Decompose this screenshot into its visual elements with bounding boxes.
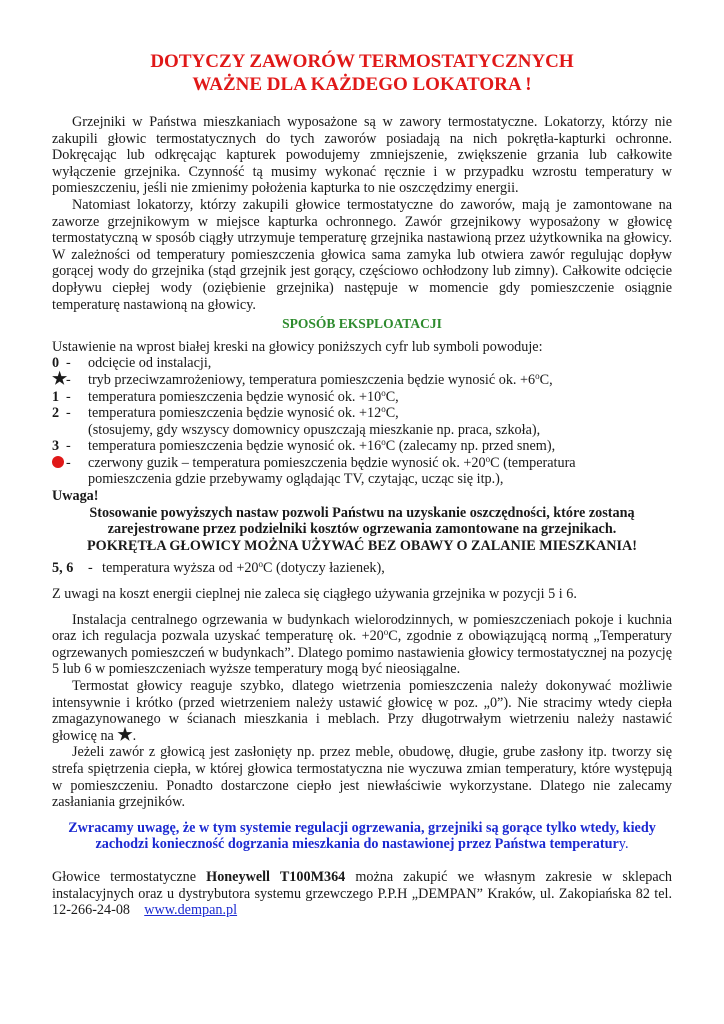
section-heading-usage: SPOSÓB EKSPLOATACJI <box>282 316 442 332</box>
document <box>52 50 672 919</box>
setting-dash: - <box>66 405 71 422</box>
setting-2-note: (stosujemy, gdy wszyscy domownicy opuszczają mieszkanie np. praca, szkoła), <box>88 421 541 438</box>
setting-row-1 <box>52 389 672 406</box>
star-icon: ★ <box>117 724 133 744</box>
setting-text: tryb przeciwzamrożeniowy, temperatura pomieszczenia będzie wynosić ok. $+6^oC$, <box>88 370 553 388</box>
setting-dash: - <box>66 355 71 372</box>
notice-block <box>52 820 672 853</box>
warning-line-1: Stosowanie powyższych nastaw pozwoli Państwu na uzyskanie oszczędności, które zostaną <box>89 504 635 521</box>
setting-text: odcięcie od instalacji, <box>88 355 212 372</box>
title-line-1: DOTYCZY ZAWORÓW TERMOSTATYCZNYCH <box>150 51 574 72</box>
footer-paragraph: Głowice termostatyczne Honeywell T100M364 można zakupić we własnym zakresie w sklepach instalacyjnych oraz u dystrybutora systemu grzewczego P.P.H „DEMPAN” Kraków, ul. Zakopiańska 82 tel. 12-266-24-08 www.dempan.pl <box>52 868 673 919</box>
setting-row-3 <box>52 438 672 455</box>
setting-row-5-6 <box>52 560 672 577</box>
setting-dash: - <box>66 388 71 405</box>
setting-symbol: 5, 6 <box>52 560 74 577</box>
setting-text: temperatura pomieszczenia będzie wynosić ok. $+16^oC$ (zalecamy np. przed snem), <box>88 437 556 455</box>
intro-paragraph-1: Grzejniki w Państwa mieszkaniach wyposażone są w zawory termostatyczne. Lokatorzy, którzy nie zakupili głowic termostatycznych do tych zaworów posiadają na nich pokrętła-kapturki ochronne. Dokręcając lub odkręcając kapturek powodujemy zmniejszenie, zwiększenie grzania lub całkowite wyłączenie grzejnika. Czynność tą musimy wykonać ręcznie i w przypadku wzrostu temperatury w pomieszczeniu, jeśli nie zmienimy położenia kapturka to nie oszczędzimy energii. <box>52 114 672 197</box>
setting-text: temperatura wyższa od $+20^oC$ (dotyczy łazienek), <box>102 559 385 577</box>
setting-dash: - <box>66 438 71 455</box>
setting-text: czerwony guzik – temperatura pomieszczenia będzie wynosić ok. $+20^oC$ (temperatura <box>88 453 576 471</box>
setting-dash: - <box>88 560 93 577</box>
setting-row-2 <box>52 405 672 422</box>
red-dot-icon <box>52 455 66 472</box>
setting-symbol: 2 <box>52 405 60 422</box>
warning-line-2: zarejestrowane przez podzielniki kosztów ogrzewania zamontowane na grzejnikach. <box>107 521 617 538</box>
setting-row-star <box>52 368 672 389</box>
website-link[interactable]: www.dempan.pl <box>144 902 238 919</box>
setting-row-red-button <box>52 455 672 472</box>
usage-lead: Ustawienie na wprost białej kreski na głowicy poniższych cyfr lub symboli powoduje: <box>52 338 543 355</box>
usage-note-5-6: Z uwagi na koszt energii cieplnej nie zaleca się ciągłego używania grzejnika w pozycji 5 i 6. <box>52 586 577 603</box>
product-model: Honeywell T100M364 <box>206 868 346 885</box>
setting-text: temperatura pomieszczenia będzie wynosić ok. $+12^oC$, <box>88 404 399 422</box>
setting-dash: - <box>66 454 71 471</box>
setting-row-0 <box>52 355 672 372</box>
warning-block <box>52 488 672 554</box>
body-paragraph-2: Termostat głowicy reaguje szybko, dlatego wietrzenia pomieszczenia należy dokonywać możliwie intensywnie i krótko (przed wietrzeniem należy ustawić głowicę w poz. „0”). Nie stracimy wtedy ciepła zmagazynowanego w ścianach mieszkania i meblach. Przy długotrwałym wietrzeniu należy nastawić głowicę na ★. <box>52 678 672 744</box>
body-paragraph-3: Jeżeli zawór z głowicą jest zasłonięty np. przez meble, obudowę, długie, grube zasłony itp. tworzy się strefa spiętrzenia ciepła, w której głowica termostatyczna nie wyczuwa zmian temperatury, które występują w pomieszczeniu. Ponadto dostarczone ciepło jest niewłaściwie wykorzystane. Dlatego nie zalecamy zasłaniania grzejników. <box>52 744 672 811</box>
warning-line-3: POKRĘTŁA GŁOWICY MOŻNA UŻYWAĆ BEZ OBAWY O ZALANIE MIESZKANIA! <box>87 537 637 554</box>
notice-line-2: zachodzi konieczność dogrzania mieszkania do nastawionej przez Państwa temperatury. <box>95 836 629 853</box>
setting-symbol: 3 <box>52 438 60 455</box>
setting-symbol: 0 <box>52 355 60 372</box>
title-line-2: WAŻNE DLA KAŻDEGO LOKATORA ! <box>192 74 532 95</box>
setting-text: temperatura pomieszczenia będzie wynosić ok. $+10^oC$, <box>88 387 399 405</box>
body-paragraph-1: Instalacja centralnego ogrzewania w budynkach wielorodzinnych, w pomieszczeniach pokoje i kuchnia oraz ich regulacja pozwala uzyskać temperaturę ok. $+20^oC$, zgodnie z obowiązującą normą „Temperatury ogrzewanych pomieszczeń w budynkach”. Dlatego pomimo nastawienia głowicy termostatycznej na pozycję 5 lub 6 w pomieszczeniach wyższe temperatury mogą być nieosiągalne. <box>52 611 673 678</box>
intro-paragraph-2: Natomiast lokatorzy, którzy zakupili głowice termostatyczne do zaworów, mają je zamontowane na zaworze grzejnikowym w miejsce kapturka ochronnego. Zawór grzejnikowy wyposażony w głowicę termostatyczną w sposób ciągły utrzymuje temperaturę grzejnika nastawioną przez użytkownika na głowicy. W zależności od temperatury pomieszczenia głowica sama zamyka lub otwiera zawór regulując dopływ gorącej wody do grzejnika (stąd grzejnik jest gorący, częściowo ochłodzony lub zimny). Całkowite odcięcie dopływu ciepłej wody (oziębienie grzejnika) następuje w momencie gdy pomieszczenie osiągnie temperaturę nastawioną na głowicy. <box>52 196 672 313</box>
red-button-note: pomieszczenia gdzie przebywamy oglądając TV, czytając, ucząc się itp.), <box>88 471 504 488</box>
setting-dash: - <box>66 371 71 388</box>
warning-label: Uwaga! <box>52 488 99 505</box>
notice-line-1: Zwracamy uwagę, że w tym systemie regulacji ogrzewania, grzejniki są gorące tylko wtedy, kiedy <box>68 819 656 836</box>
setting-symbol: 1 <box>52 388 60 405</box>
star-icon: ★ <box>52 368 68 388</box>
